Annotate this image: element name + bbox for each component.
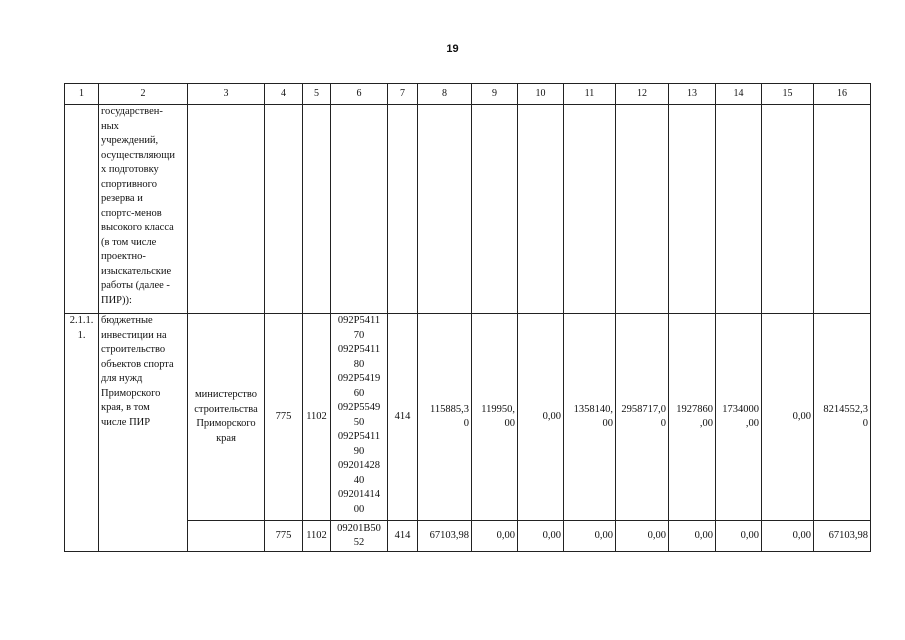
cell-description: бюджетные инвестиции на строительство объектов спорта для нужд Приморского края, в том числе ПИР [99, 314, 188, 552]
header-cell: 11 [564, 84, 616, 105]
header-cell: 9 [472, 84, 518, 105]
cell-empty [518, 105, 564, 314]
table-row [65, 105, 871, 314]
cell-col16: 8214552,3 0 [814, 314, 871, 521]
cell-col7: 414 [388, 521, 418, 552]
header-cell: 16 [814, 84, 871, 105]
header-cell: 8 [418, 84, 472, 105]
header-cell: 7 [388, 84, 418, 105]
cell-empty [188, 521, 265, 552]
cell-col8: 115885,3 0 [418, 314, 472, 521]
cell-executor: министерство строительства Приморского края [188, 314, 265, 521]
table-row [65, 314, 871, 521]
page-number: 19 [446, 43, 459, 55]
cell-col6: 092P5411 70 092P5411 80 092P5419 60 092P5549 50 092P5411 90 09201428 40 09201414 00 [331, 314, 388, 521]
cell-empty [564, 105, 616, 314]
cell-empty [814, 105, 871, 314]
cell-col5: 1102 [303, 521, 331, 552]
cell-empty [669, 105, 716, 314]
cell-col5: 1102 [303, 314, 331, 521]
cell-empty [265, 105, 303, 314]
cell-empty [331, 105, 388, 314]
header-row [65, 84, 871, 105]
budget-table [64, 83, 871, 552]
header-cell: 14 [716, 84, 762, 105]
cell-empty [388, 105, 418, 314]
cell-empty [472, 105, 518, 314]
header-cell: 3 [188, 84, 265, 105]
cell-col4: 775 [265, 521, 303, 552]
cell-col9: 0,00 [472, 521, 518, 552]
cell-col10: 0,00 [518, 521, 564, 552]
cell-empty [188, 105, 265, 314]
cell-col15: 0,00 [762, 521, 814, 552]
cell-col4: 775 [265, 314, 303, 521]
header-cell: 6 [331, 84, 388, 105]
cell-description: государствен- ных учреждений, осуществляющи х подготовку спортивного резерва и спортс-менов высокого класса (в том числе проектно- изыскательские работы (далее - ПИР)): [99, 105, 188, 314]
cell-col14: 1734000 ,00 [716, 314, 762, 521]
header-cell: 2 [99, 84, 188, 105]
cell-col13: 1927860 ,00 [669, 314, 716, 521]
cell-col7: 414 [388, 314, 418, 521]
cell-col9: 119950, 00 [472, 314, 518, 521]
cell-col11: 1358140, 00 [564, 314, 616, 521]
header-cell: 15 [762, 84, 814, 105]
header-cell: 10 [518, 84, 564, 105]
cell-col12: 0,00 [616, 521, 669, 552]
cell-col14: 0,00 [716, 521, 762, 552]
cell-empty [418, 105, 472, 314]
cell-col8: 67103,98 [418, 521, 472, 552]
cell-col11: 0,00 [564, 521, 616, 552]
header-cell: 4 [265, 84, 303, 105]
cell-col6: 09201B50 52 [331, 521, 388, 552]
header-cell: 13 [669, 84, 716, 105]
cell-col13: 0,00 [669, 521, 716, 552]
cell-col12: 2958717,0 0 [616, 314, 669, 521]
cell-col10: 0,00 [518, 314, 564, 521]
header-cell: 5 [303, 84, 331, 105]
cell-empty [303, 105, 331, 314]
cell-item-number: 2.1.1. 1. [65, 314, 99, 552]
cell-empty [616, 105, 669, 314]
cell-col16: 67103,98 [814, 521, 871, 552]
cell-empty [716, 105, 762, 314]
cell-col15: 0,00 [762, 314, 814, 521]
cell-empty [65, 105, 99, 314]
header-cell: 12 [616, 84, 669, 105]
header-cell: 1 [65, 84, 99, 105]
cell-empty [762, 105, 814, 314]
